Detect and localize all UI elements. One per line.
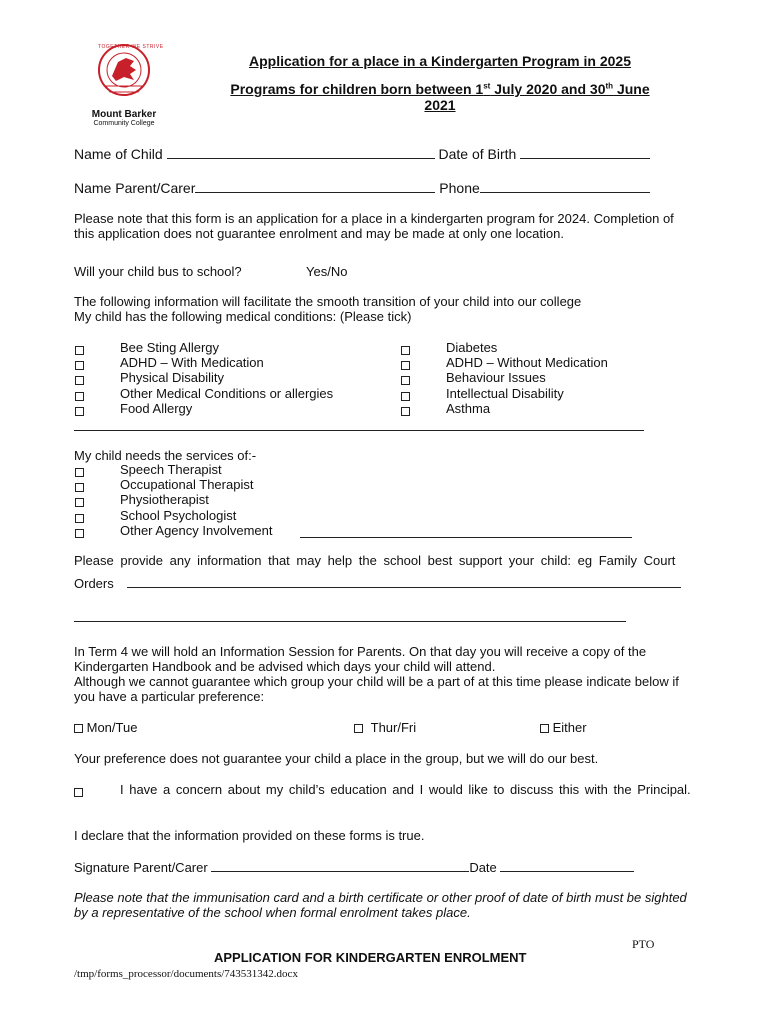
footer-heading: APPLICATION FOR KINDERGARTEN ENROLMENT (214, 950, 527, 965)
checkbox-icon[interactable] (75, 514, 84, 523)
logo-school-name: Mount Barker (91, 109, 157, 120)
subtitle-sup-2: th (605, 81, 614, 91)
logo-motto: TOGETHER WE STRIVE (98, 44, 164, 50)
checkbox-icon[interactable] (401, 392, 410, 401)
medical-right-label: Asthma (446, 400, 491, 416)
checkbox-icon[interactable] (354, 724, 363, 733)
pref-thur-fri[interactable] (354, 720, 416, 735)
parent-name-field[interactable] (195, 180, 435, 193)
checkbox-icon[interactable] (75, 498, 84, 507)
orders-field[interactable] (127, 575, 681, 588)
subtitle-part-b: July 2020 and 30 (490, 81, 606, 97)
medical-right-label: Intellectual Disability (446, 385, 564, 401)
medical-intro: My child has the following medical conditions: (Please tick) (74, 309, 412, 324)
page-title: Application for a place in a Kindergarten Program in 2025 (249, 53, 631, 69)
service-label: Speech Therapist (120, 462, 222, 477)
service-item[interactable] (75, 477, 254, 494)
checkbox-icon[interactable] (74, 724, 83, 733)
subtitle-sup-1: st (483, 81, 491, 91)
checkbox-icon[interactable] (75, 407, 84, 416)
pto-label: PTO (632, 937, 655, 951)
pref-either[interactable] (540, 720, 587, 735)
concern-checkbox[interactable] (74, 784, 83, 799)
subtitle-part-d: 2021 (424, 97, 456, 113)
transition-text: The following information will facilitate the smooth transition of your child into our college (74, 294, 582, 309)
orders-label: Orders (74, 576, 114, 591)
medical-right-item[interactable] (401, 340, 498, 357)
medical-right-item[interactable] (401, 400, 491, 418)
dob-field[interactable] (520, 146, 650, 159)
bus-question: Will your child bus to school? (74, 264, 242, 279)
declaration: I declare that the information provided on these forms is true. (74, 828, 425, 843)
dob-label: Date of Birth (438, 146, 517, 162)
parent-name-label: Name Parent/Carer (74, 180, 196, 196)
immunisation-note: Please note that the immunisation card and a birth certificate or other proof of date of birth must be sighted by a representative of the school when formal enrolment takes place. (74, 890, 687, 920)
pref-mon-tue-label: Mon/Tue (86, 720, 138, 735)
support-extra-line[interactable] (74, 621, 626, 622)
page-subtitle (180, 81, 700, 113)
concern-text: I have a concern about my child’s education and I would like to discuss this with the Principal. (120, 782, 691, 797)
checkbox-icon[interactable] (75, 392, 84, 401)
signature-label: Signature Parent/Carer (74, 860, 208, 875)
checkbox-icon[interactable] (401, 407, 410, 416)
medical-left-label: ADHD – With Medication (120, 355, 264, 371)
checkbox-icon[interactable] (75, 361, 84, 370)
medical-right-label: Diabetes (446, 340, 498, 355)
medical-left-item[interactable] (75, 400, 193, 418)
orders-row (74, 575, 681, 591)
support-text: Please provide any information that may help the school best support your child: eg Family Court (74, 553, 676, 568)
medical-right-label: ADHD – Without Medication (446, 355, 608, 371)
medical-right-item[interactable] (401, 355, 608, 372)
phone-field[interactable] (480, 180, 650, 193)
pref-either-label: Either (552, 720, 587, 735)
checkbox-icon[interactable] (75, 529, 84, 538)
session-paragraph-1: In Term 4 we will hold an Information Session for Parents. On that day you will receive a copy of the Kindergarten Handbook and be advised which days your child will attend. (74, 644, 647, 674)
application-note: Please note that this form is an application for a place in a kindergarten program for 2024. Completion of this application does not guarantee enrolment and may be made at only one location. (74, 211, 674, 241)
service-item[interactable] (75, 492, 209, 509)
service-item[interactable] (75, 462, 222, 479)
other-agency-field[interactable] (300, 525, 632, 538)
pref-mon-tue[interactable] (74, 720, 137, 735)
bus-answer[interactable]: Yes/No (306, 264, 348, 279)
logo-school-sub: Community College (93, 120, 155, 127)
phone-label: Phone (439, 180, 480, 196)
signature-row (74, 859, 634, 875)
session-paragraph-2: Although we cannot guarantee which group your child will be a part of at this time please indicate below if you have a particular preference: (74, 674, 679, 704)
medical-left-item[interactable] (75, 355, 264, 372)
checkbox-icon[interactable] (401, 361, 410, 370)
bus-row (74, 264, 242, 279)
child-name-row (74, 146, 650, 162)
medical-left-label: Physical Disability (120, 370, 225, 386)
pref-thur-fri-label: Thur/Fri (370, 720, 417, 735)
checkbox-icon[interactable] (75, 483, 84, 492)
checkbox-icon[interactable] (401, 346, 410, 355)
subtitle-part-a: Programs for children born between 1 (230, 81, 484, 97)
services-intro: My child needs the services of:- (74, 448, 257, 463)
medical-left-item[interactable] (75, 340, 220, 357)
signature-date-field[interactable] (500, 859, 634, 872)
medical-right-item[interactable] (401, 385, 564, 403)
checkbox-icon[interactable] (540, 724, 549, 733)
service-label: Other Agency Involvement (120, 522, 273, 538)
service-label: School Psychologist (120, 507, 237, 523)
school-logo (84, 44, 164, 127)
medical-right-item[interactable] (401, 370, 546, 387)
medical-left-label: Food Allergy (120, 400, 193, 416)
checkbox-icon[interactable] (75, 346, 84, 355)
footer-path: /tmp/forms_processor/documents/743531342.docx (74, 968, 298, 980)
medical-left-label: Bee Sting Allergy (120, 340, 220, 355)
medical-divider (74, 430, 644, 431)
school-crest-icon (84, 44, 164, 102)
medical-left-item[interactable] (75, 385, 334, 403)
service-label: Physiotherapist (120, 492, 209, 508)
checkbox-icon[interactable] (75, 376, 84, 385)
child-name-field[interactable] (167, 146, 435, 159)
service-item[interactable] (75, 507, 237, 525)
medical-left-label: Other Medical Conditions or allergies (120, 385, 334, 401)
subtitle-part-c: June (613, 81, 650, 97)
service-item[interactable] (75, 522, 273, 540)
checkbox-icon[interactable] (75, 468, 84, 477)
parent-name-row (74, 180, 650, 196)
checkbox-icon[interactable] (74, 788, 83, 797)
medical-right-label: Behaviour Issues (446, 370, 546, 386)
medical-left-item[interactable] (75, 370, 225, 387)
signature-date-label: Date (469, 860, 497, 875)
service-label: Occupational Therapist (120, 477, 254, 493)
signature-field[interactable] (211, 859, 469, 872)
child-name-label: Name of Child (74, 146, 163, 162)
checkbox-icon[interactable] (401, 376, 410, 385)
preference-note: Your preference does not guarantee your child a place in the group, but we will do our best. (74, 751, 599, 766)
